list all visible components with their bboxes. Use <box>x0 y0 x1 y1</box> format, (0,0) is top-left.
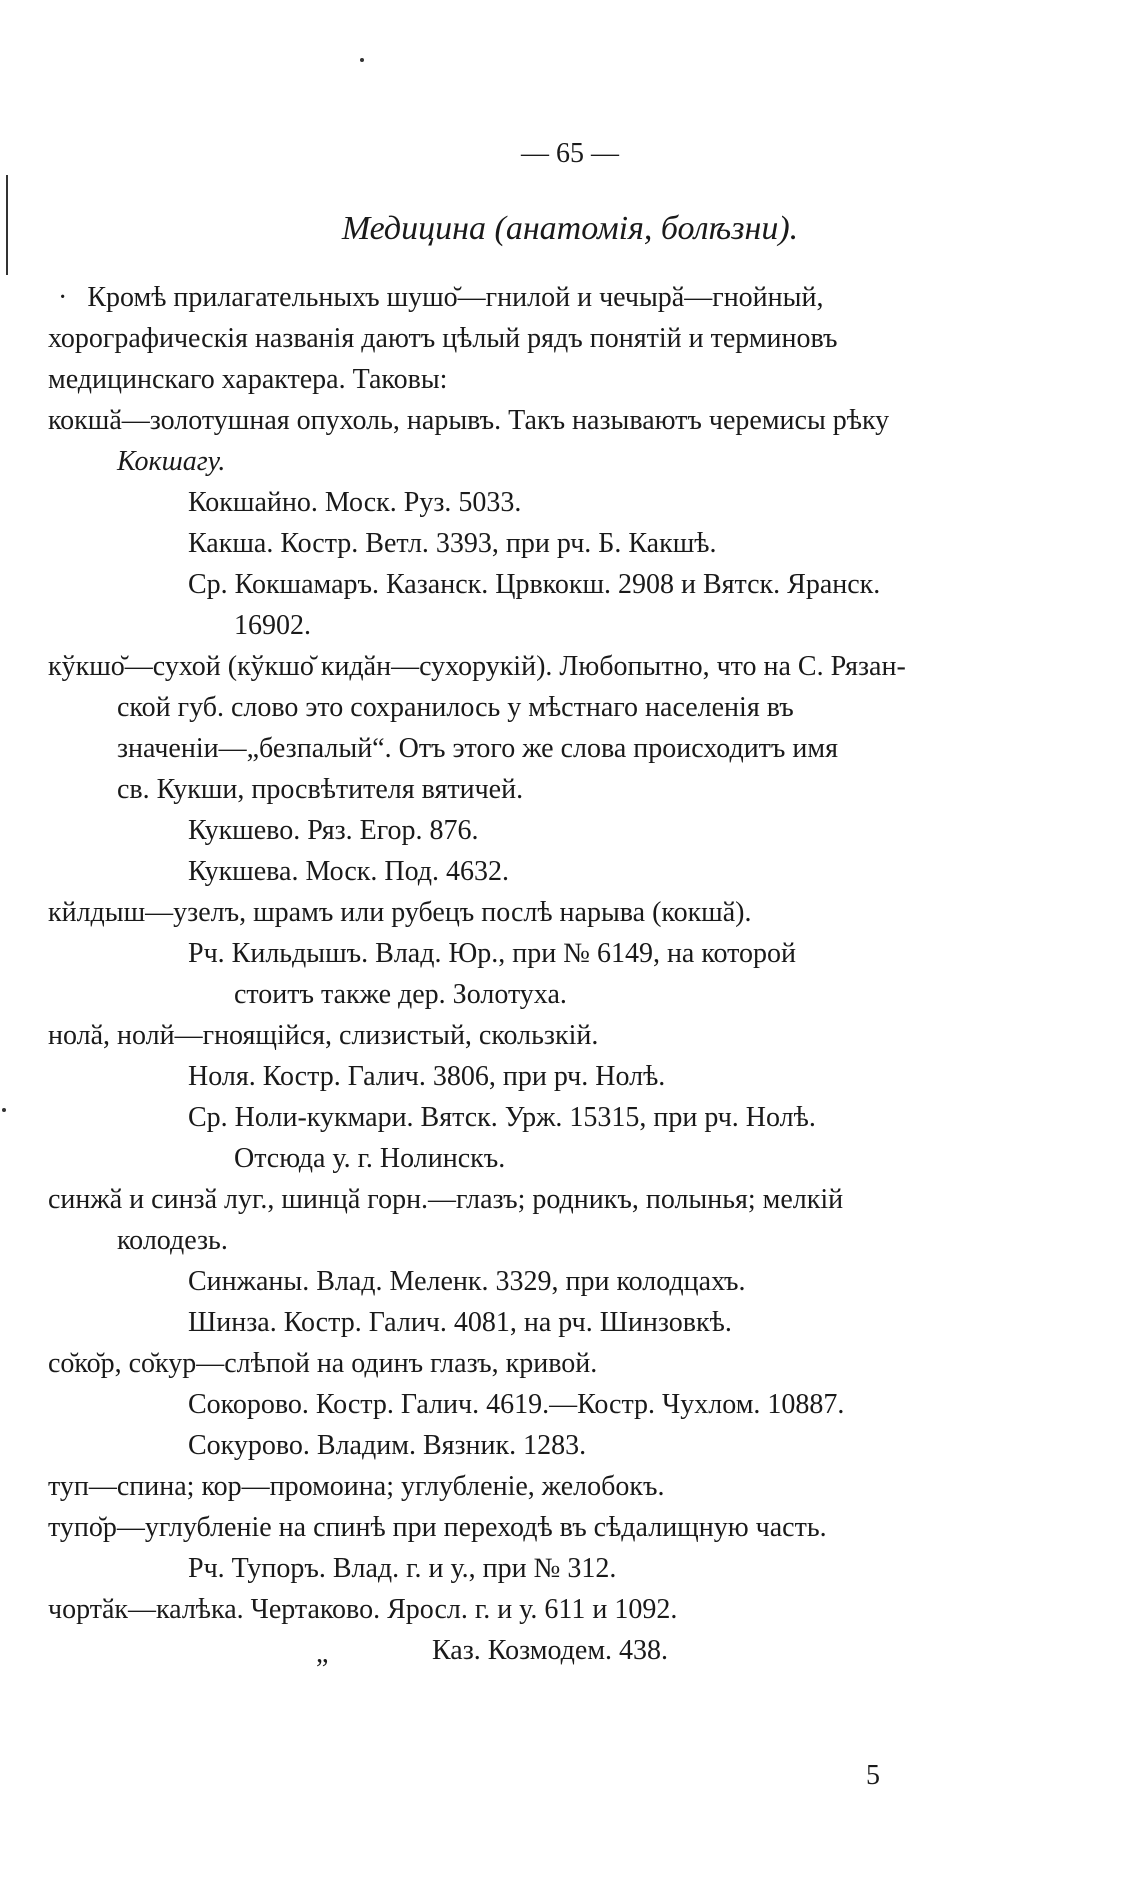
text-line: Рч. Кильдышъ. Влад. Юр., при № 6149, на которой <box>188 938 797 969</box>
text-line: Рч. Тупоръ. Влад. г. и у., при № 312. <box>188 1553 617 1584</box>
text-line: Сокорово. Костр. Галич. 4619.—Костр. Чухлом. 10887. <box>188 1389 845 1420</box>
speck <box>360 58 364 62</box>
text-line: Синжаны. Влад. Меленк. 3329, при колодцахъ. <box>188 1266 746 1297</box>
text-line: туп—спина; кор—промоина; углубленіе, желобокъ. <box>48 1471 665 1502</box>
text-line: стоитъ также дер. Золотуха. <box>234 979 567 1010</box>
text-line: Ноля. Костр. Галич. 3806, при рч. Нолѣ. <box>188 1061 666 1092</box>
text-line: Ср. Кокшамаръ. Казанск. Црвкокш. 2908 и Вятск. Яранск. <box>188 569 881 600</box>
section-title: Медицина (анатомія, болѣзни). <box>341 210 799 247</box>
text-line: ской губ. слово это сохранилось у мѣстнаго населенія въ <box>117 692 794 723</box>
text-line: синжӑ и синзӑ луг., шинцӑ горн.—глазъ; родникъ, полынья; мелкій <box>48 1184 844 1215</box>
text-line: Кокшагу. <box>117 446 226 477</box>
speck <box>2 1108 6 1112</box>
text-line: Сокурово. Владим. Вязник. 1283. <box>188 1430 587 1461</box>
text-line: кўкшо̆—сухой (кўкшо̆ кидӑн—сухорукій). Любопытно, что на С. Рязан- <box>48 651 906 682</box>
text-line: чортӑк—калѣка. Чертаково. Яросл. г. и у. 611 и 1092. <box>48 1594 678 1625</box>
page-number: — 65 — <box>521 138 619 169</box>
text-line: Кокшайно. Моск. Руз. 5033. <box>188 487 522 518</box>
text-line: Отсюда у. г. Нолинскъ. <box>234 1143 506 1174</box>
text-line: колодезь. <box>117 1225 228 1256</box>
text-line: кйлдыш—узелъ, шрамъ или рубецъ послѣ нарыва (кокшӑ). <box>48 897 752 928</box>
signature-mark: 5 <box>866 1760 880 1791</box>
text-line: св. Кукши, просвѣтителя вятичей. <box>117 774 524 805</box>
text-line: нолӑ, нолй—гноящійся, слизистый, скользкій. <box>48 1020 599 1051</box>
text-line: хорографическія названія даютъ цѣлый рядъ понятій и терминовъ <box>48 323 838 354</box>
text-line: со̆ко̆р, со̆кур—слѣпой на одинъ глазъ, кривой. <box>48 1348 598 1379</box>
text-line: медицинскаго характера. Таковы: <box>48 364 448 395</box>
text-line: значеніи—„безпалый“. Отъ этого же слова происходитъ имя <box>117 733 838 764</box>
text-line: 16902. <box>234 610 311 641</box>
text-line: Шинза. Костр. Галич. 4081, на рч. Шинзовкѣ. <box>188 1307 732 1338</box>
text-line: Ср. Ноли-кукмари. Вятск. Урж. 15315, при рч. Нолѣ. <box>188 1102 816 1133</box>
text-line: кокшӑ—золотушная опухоль, нарывъ. Такъ называютъ черемисы рѣку <box>48 405 890 436</box>
text-line: Кукшево. Ряз. Егор. 876. <box>188 815 479 846</box>
ditto-mark: „ <box>316 1638 329 1669</box>
text-line: · Кромѣ прилагательныхъ шушо̆—гнилой и чечырӑ—гнойный, <box>58 282 824 313</box>
text-line: Каз. Козмодем. 438. <box>432 1635 669 1666</box>
text-line: Какша. Костр. Ветл. 3393, при рч. Б. Какшѣ. <box>188 528 717 559</box>
text-line: Кукшева. Моск. Под. 4632. <box>188 856 510 887</box>
text-line: тупо̆р—углубленіе на спинѣ при переходѣ въ сѣдалищную часть. <box>48 1512 827 1543</box>
